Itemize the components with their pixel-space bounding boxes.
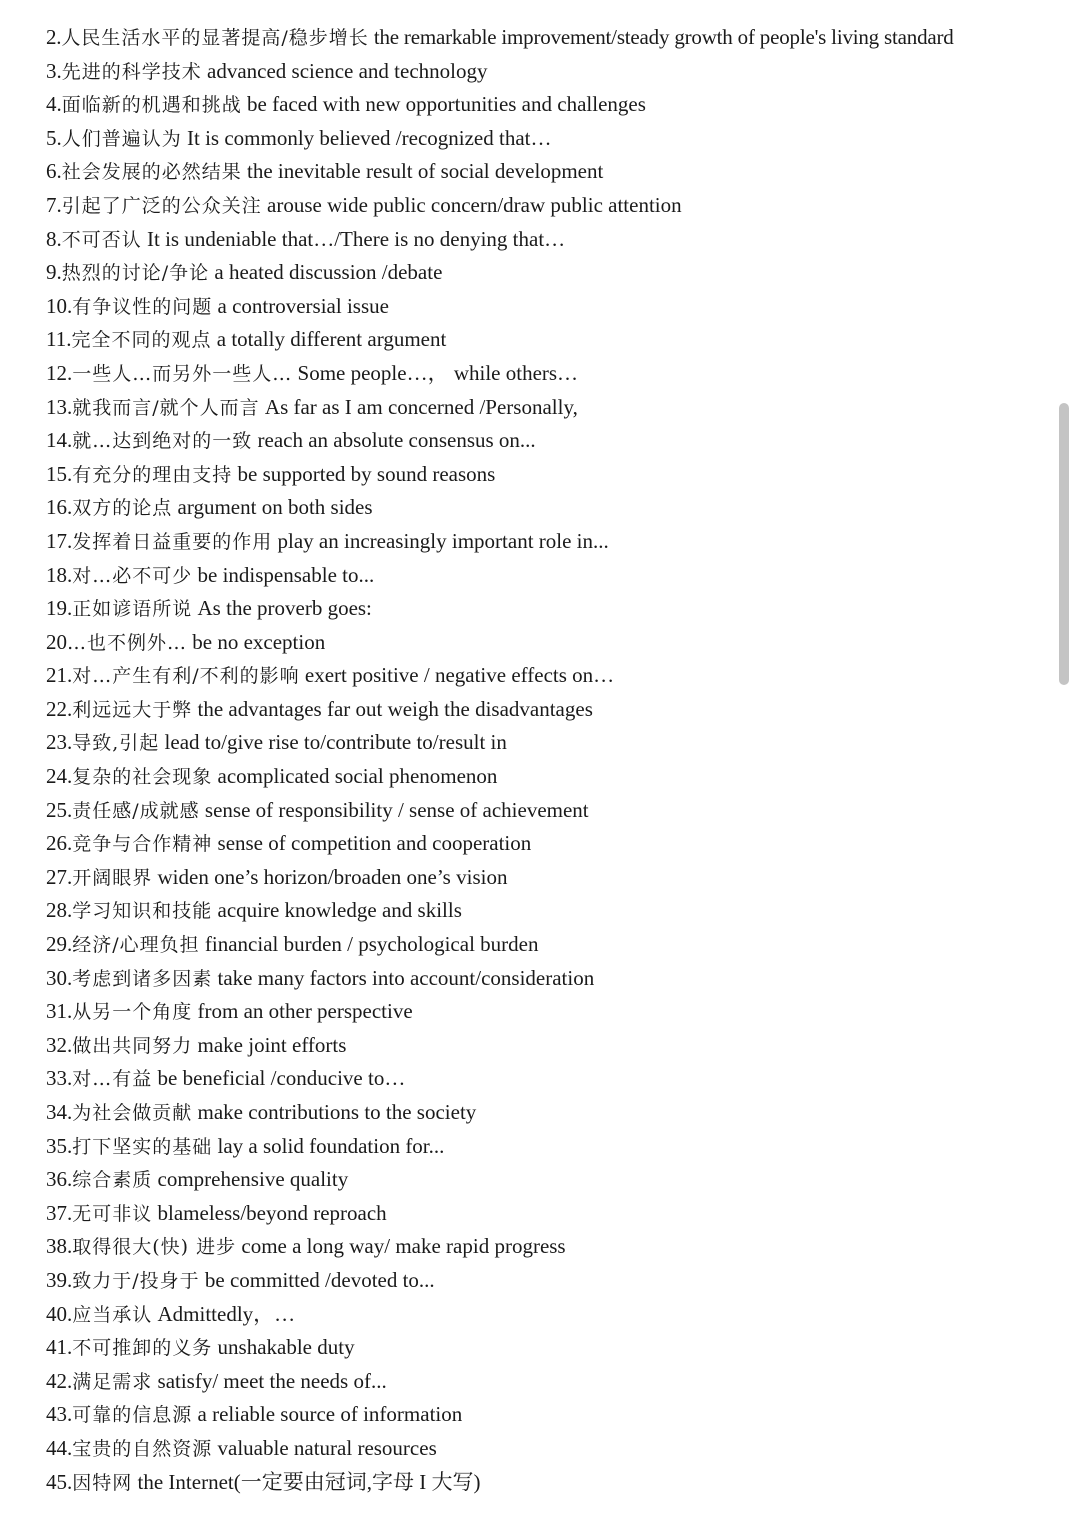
phrase-item — [46, 1029, 1062, 1063]
phrase-number: 16. — [46, 495, 73, 520]
phrase-english: be supported by sound reasons — [232, 461, 496, 486]
phrase-number: 41. — [46, 1335, 73, 1360]
phrase-number: 4. — [46, 92, 62, 117]
phrase-chinese: 先进的科学技术 — [61, 60, 202, 83]
phrase-number: 11. — [46, 327, 72, 352]
phrase-chinese: 人们普遍认为 — [61, 127, 182, 150]
phrase-chinese: 不可推卸的义务 — [72, 1337, 213, 1360]
phrase-item — [46, 122, 1062, 156]
phrase-number: 10. — [46, 293, 73, 318]
phrase-chinese: 社会发展的必然结果 — [61, 161, 242, 184]
phrase-english: exert positive / negative effects on… — [299, 663, 615, 688]
phrase-chinese: 双方的论点 — [72, 497, 173, 520]
phrase-chinese: 宝贵的自然资源 — [72, 1437, 213, 1460]
phrase-english: As far as I am concerned /Personally, — [259, 394, 578, 419]
phrase-number: 6. — [46, 159, 62, 184]
phrase-number: 15. — [46, 461, 73, 486]
phrase-english: be no exception — [187, 629, 326, 654]
phrase-number: 5. — [46, 125, 62, 150]
phrase-item — [46, 760, 1062, 794]
phrase-item — [46, 55, 1062, 89]
phrase-number: 39. — [46, 1267, 73, 1292]
phrase-number: 36. — [46, 1167, 73, 1192]
phrase-english: argument on both sides — [172, 495, 373, 520]
phrase-number: 38. — [46, 1234, 73, 1259]
phrase-english: As the proverb goes: — [192, 596, 372, 621]
phrase-number: 24. — [46, 764, 73, 789]
phrase-english: acomplicated social phenomenon — [212, 764, 498, 789]
phrase-number: 20 — [46, 629, 67, 654]
phrase-chinese: 完全不同的观点 — [71, 329, 212, 352]
phrase-item — [46, 693, 1062, 727]
phrase-english: sense of competition and cooperation — [212, 831, 532, 856]
phrase-chinese: 无可非议 — [72, 1202, 153, 1225]
phrase-item — [46, 189, 1062, 223]
phrase-english: financial burden / psychological burden — [199, 932, 539, 957]
phrase-chinese: 可靠的信息源 — [72, 1404, 193, 1427]
phrase-number: 9. — [46, 260, 62, 285]
phrase-english: widen one’s horizon/broaden one’s vision — [152, 864, 508, 889]
phrase-item — [46, 491, 1062, 525]
phrase-item — [46, 559, 1062, 593]
phrase-chinese: 满足需求 — [72, 1370, 153, 1393]
phrase-number: 14. — [46, 428, 73, 453]
phrase-item — [46, 424, 1062, 458]
phrase-chinese: 利远远大于弊 — [72, 698, 193, 721]
phrase-chinese: 发挥着日益重要的作用 — [72, 530, 273, 553]
phrase-chinese: 导致,引起 — [72, 732, 160, 755]
phrase-item — [46, 21, 1062, 55]
phrase-chinese: 责任感/成就感 — [72, 799, 200, 822]
phrase-item — [46, 1096, 1062, 1130]
phrase-chinese: 有充分的理由支持 — [72, 463, 233, 486]
phrase-english: a totally different argument — [211, 327, 447, 352]
phrase-english: advanced science and technology — [201, 58, 488, 83]
phrase-number: 43. — [46, 1402, 73, 1427]
phrase-item — [46, 1130, 1062, 1164]
phrase-chinese: 复杂的社会现象 — [72, 766, 213, 789]
phrase-number: 26. — [46, 831, 73, 856]
phrase-english: Some people…， while others… — [292, 360, 579, 385]
phrase-english: be indispensable to... — [192, 562, 375, 587]
phrase-item — [46, 659, 1062, 693]
phrase-number: 34. — [46, 1100, 73, 1124]
phrase-english: come a long way/ make rapid progress — [236, 1234, 566, 1259]
phrase-english: be faced with new opportunities and challenges — [241, 92, 646, 117]
phrase-number: 18. — [46, 562, 73, 587]
phrase-item — [46, 726, 1062, 760]
phrase-number: 29. — [46, 932, 73, 957]
phrase-chinese: 对…必不可少 — [72, 564, 193, 587]
phrase-item — [46, 391, 1062, 425]
phrase-item — [46, 861, 1062, 895]
phrase-number: 12. — [46, 360, 73, 385]
phrase-english: play an increasingly important role in... — [272, 528, 609, 553]
phrase-english: the inevitable result of social development — [241, 159, 604, 184]
phrase-chinese: 就…达到绝对的一致 — [72, 430, 253, 453]
phrase-item — [46, 256, 1062, 290]
phrase-number: 8. — [46, 226, 62, 251]
phrase-item — [46, 223, 1062, 257]
phrase-chinese: 竞争与合作精神 — [72, 833, 213, 856]
phrase-item — [46, 827, 1062, 861]
phrase-chinese: 就我而言/就个人而言 — [72, 396, 260, 419]
phrase-english: the Internet(一定要由冠词,字母 I 大写) — [132, 1469, 481, 1494]
phrase-item — [46, 88, 1062, 122]
phrase-number: 30. — [46, 965, 73, 990]
phrase-number: 37. — [46, 1200, 73, 1225]
phrase-item — [46, 794, 1062, 828]
phrase-number: 42. — [46, 1368, 73, 1393]
phrase-item — [46, 1163, 1062, 1197]
phrase-chinese: 因特网 — [72, 1471, 133, 1494]
phrase-item — [46, 290, 1062, 324]
phrase-english: It is commonly believed /recognized that… — [181, 125, 552, 150]
phrase-number: 40. — [46, 1301, 73, 1326]
phrase-item — [46, 894, 1062, 928]
phrase-number: 17. — [46, 528, 73, 553]
phrase-english: acquire knowledge and skills — [212, 898, 462, 923]
phrase-chinese: 引起了广泛的公众关注 — [61, 194, 262, 217]
phrase-english: the advantages far out weigh the disadvantages — [192, 696, 593, 721]
phrase-english: from an other perspective — [192, 999, 413, 1024]
phrase-number: 45. — [46, 1469, 73, 1494]
phrase-chinese: 不可否认 — [61, 228, 142, 251]
phrase-english: be committed /devoted to... — [199, 1267, 435, 1292]
phrase-number: 3. — [46, 58, 62, 83]
phrase-number: 7. — [46, 192, 62, 217]
phrase-english: reach an absolute consensus on... — [252, 428, 536, 453]
phrase-english: blameless/beyond reproach — [152, 1200, 387, 1225]
phrase-english: unshakable duty — [212, 1335, 355, 1360]
phrase-number: 23. — [46, 730, 73, 755]
phrase-chinese: 打下坚实的基础 — [72, 1135, 213, 1158]
phrase-item — [46, 962, 1062, 996]
phrase-english: take many factors into account/consideration — [212, 965, 595, 990]
phrase-item — [46, 357, 1062, 391]
phrase-english: the remarkable improvement/steady growth of people's living standard — [368, 25, 954, 49]
phrase-english: a heated discussion /debate — [209, 260, 443, 285]
phrase-item — [46, 1298, 1062, 1332]
phrase-chinese: 开阔眼界 — [72, 866, 153, 889]
phrase-number: 31. — [46, 999, 73, 1024]
phrase-item — [46, 1466, 1062, 1500]
phrase-english: satisfy/ meet the needs of... — [152, 1368, 387, 1393]
phrase-item — [46, 525, 1062, 559]
phrase-item — [46, 1365, 1062, 1399]
phrase-chinese: 有争议性的问题 — [72, 295, 213, 318]
phrase-item — [46, 458, 1062, 492]
phrase-chinese: 做出共同努力 — [72, 1034, 193, 1057]
phrase-english: arouse wide public concern/draw public attention — [261, 192, 682, 217]
phrase-item — [46, 995, 1062, 1029]
phrase-number: 19. — [46, 596, 73, 621]
phrase-chinese: 致力于/投身于 — [72, 1269, 200, 1292]
phrase-english: be beneficial /conducive to… — [152, 1066, 406, 1091]
phrase-english: Admittedly，… — [152, 1301, 296, 1326]
phrase-number: 27. — [46, 864, 73, 889]
phrase-number: 2. — [46, 25, 62, 49]
phrase-item — [46, 1062, 1062, 1096]
phrase-chinese: 对…产生有利/不利的影响 — [72, 665, 300, 688]
phrase-chinese: 学习知识和技能 — [72, 900, 213, 923]
phrase-number: 33. — [46, 1066, 73, 1091]
phrase-number: 21. — [46, 663, 73, 688]
phrase-chinese: 综合素质 — [72, 1169, 153, 1192]
phrase-number: 28. — [46, 898, 73, 923]
phrase-item — [46, 1197, 1062, 1231]
phrase-number: 22. — [46, 696, 73, 721]
phrase-number: 44. — [46, 1435, 73, 1460]
phrase-english: It is undeniable that…/There is no denying that… — [141, 226, 566, 251]
phrase-english: valuable natural resources — [212, 1435, 437, 1460]
phrase-item — [46, 592, 1062, 626]
phrase-english: make joint efforts — [192, 1032, 347, 1057]
phrase-chinese: 人民生活水平的显著提高/稳步增长 — [61, 27, 369, 49]
phrase-chinese: 热烈的讨论/争论 — [61, 262, 210, 285]
phrase-item — [46, 1264, 1062, 1298]
phrase-chinese: 正如谚语所说 — [72, 598, 193, 621]
phrase-item — [46, 1398, 1062, 1432]
phrase-english: comprehensive quality — [152, 1167, 349, 1192]
phrase-number: 35. — [46, 1133, 73, 1158]
phrase-item — [46, 155, 1062, 189]
phrase-number: 25. — [46, 797, 73, 822]
phrase-chinese: 为社会做贡献 — [72, 1102, 193, 1124]
phrase-item — [46, 1331, 1062, 1365]
phrase-number: 32. — [46, 1032, 73, 1057]
phrase-number: 13. — [46, 394, 73, 419]
phrase-item — [46, 1432, 1062, 1466]
phrase-item — [46, 626, 1062, 660]
phrase-item — [46, 928, 1062, 962]
phrase-english: a controversial issue — [212, 293, 389, 318]
phrase-list — [46, 21, 1062, 1499]
phrase-english: sense of responsibility / sense of achievement — [199, 797, 589, 822]
phrase-chinese: 一些人…而另外一些人… — [72, 362, 293, 385]
phrase-chinese: 对…有益 — [72, 1068, 153, 1091]
phrase-english: lead to/give rise to/contribute to/result in — [159, 730, 507, 755]
phrase-chinese: 考虑到诸多因素 — [72, 967, 213, 990]
phrase-english: lay a solid foundation for... — [212, 1133, 445, 1158]
phrase-english: a reliable source of information — [192, 1402, 463, 1427]
phrase-chinese: 面临新的机遇和挑战 — [61, 94, 242, 117]
phrase-chinese: 取得很大(快) 进步 — [72, 1236, 237, 1259]
phrase-item — [46, 323, 1062, 357]
phrase-chinese: 应当承认 — [72, 1303, 153, 1326]
phrase-chinese: 从另一个角度 — [72, 1001, 193, 1024]
phrase-chinese: …也不例外… — [67, 631, 188, 654]
phrase-item — [46, 1230, 1062, 1264]
scrollbar-thumb[interactable] — [1059, 403, 1069, 685]
phrase-chinese: 经济/心理负担 — [72, 934, 200, 957]
phrase-english: make contributions to the society — [192, 1100, 477, 1124]
